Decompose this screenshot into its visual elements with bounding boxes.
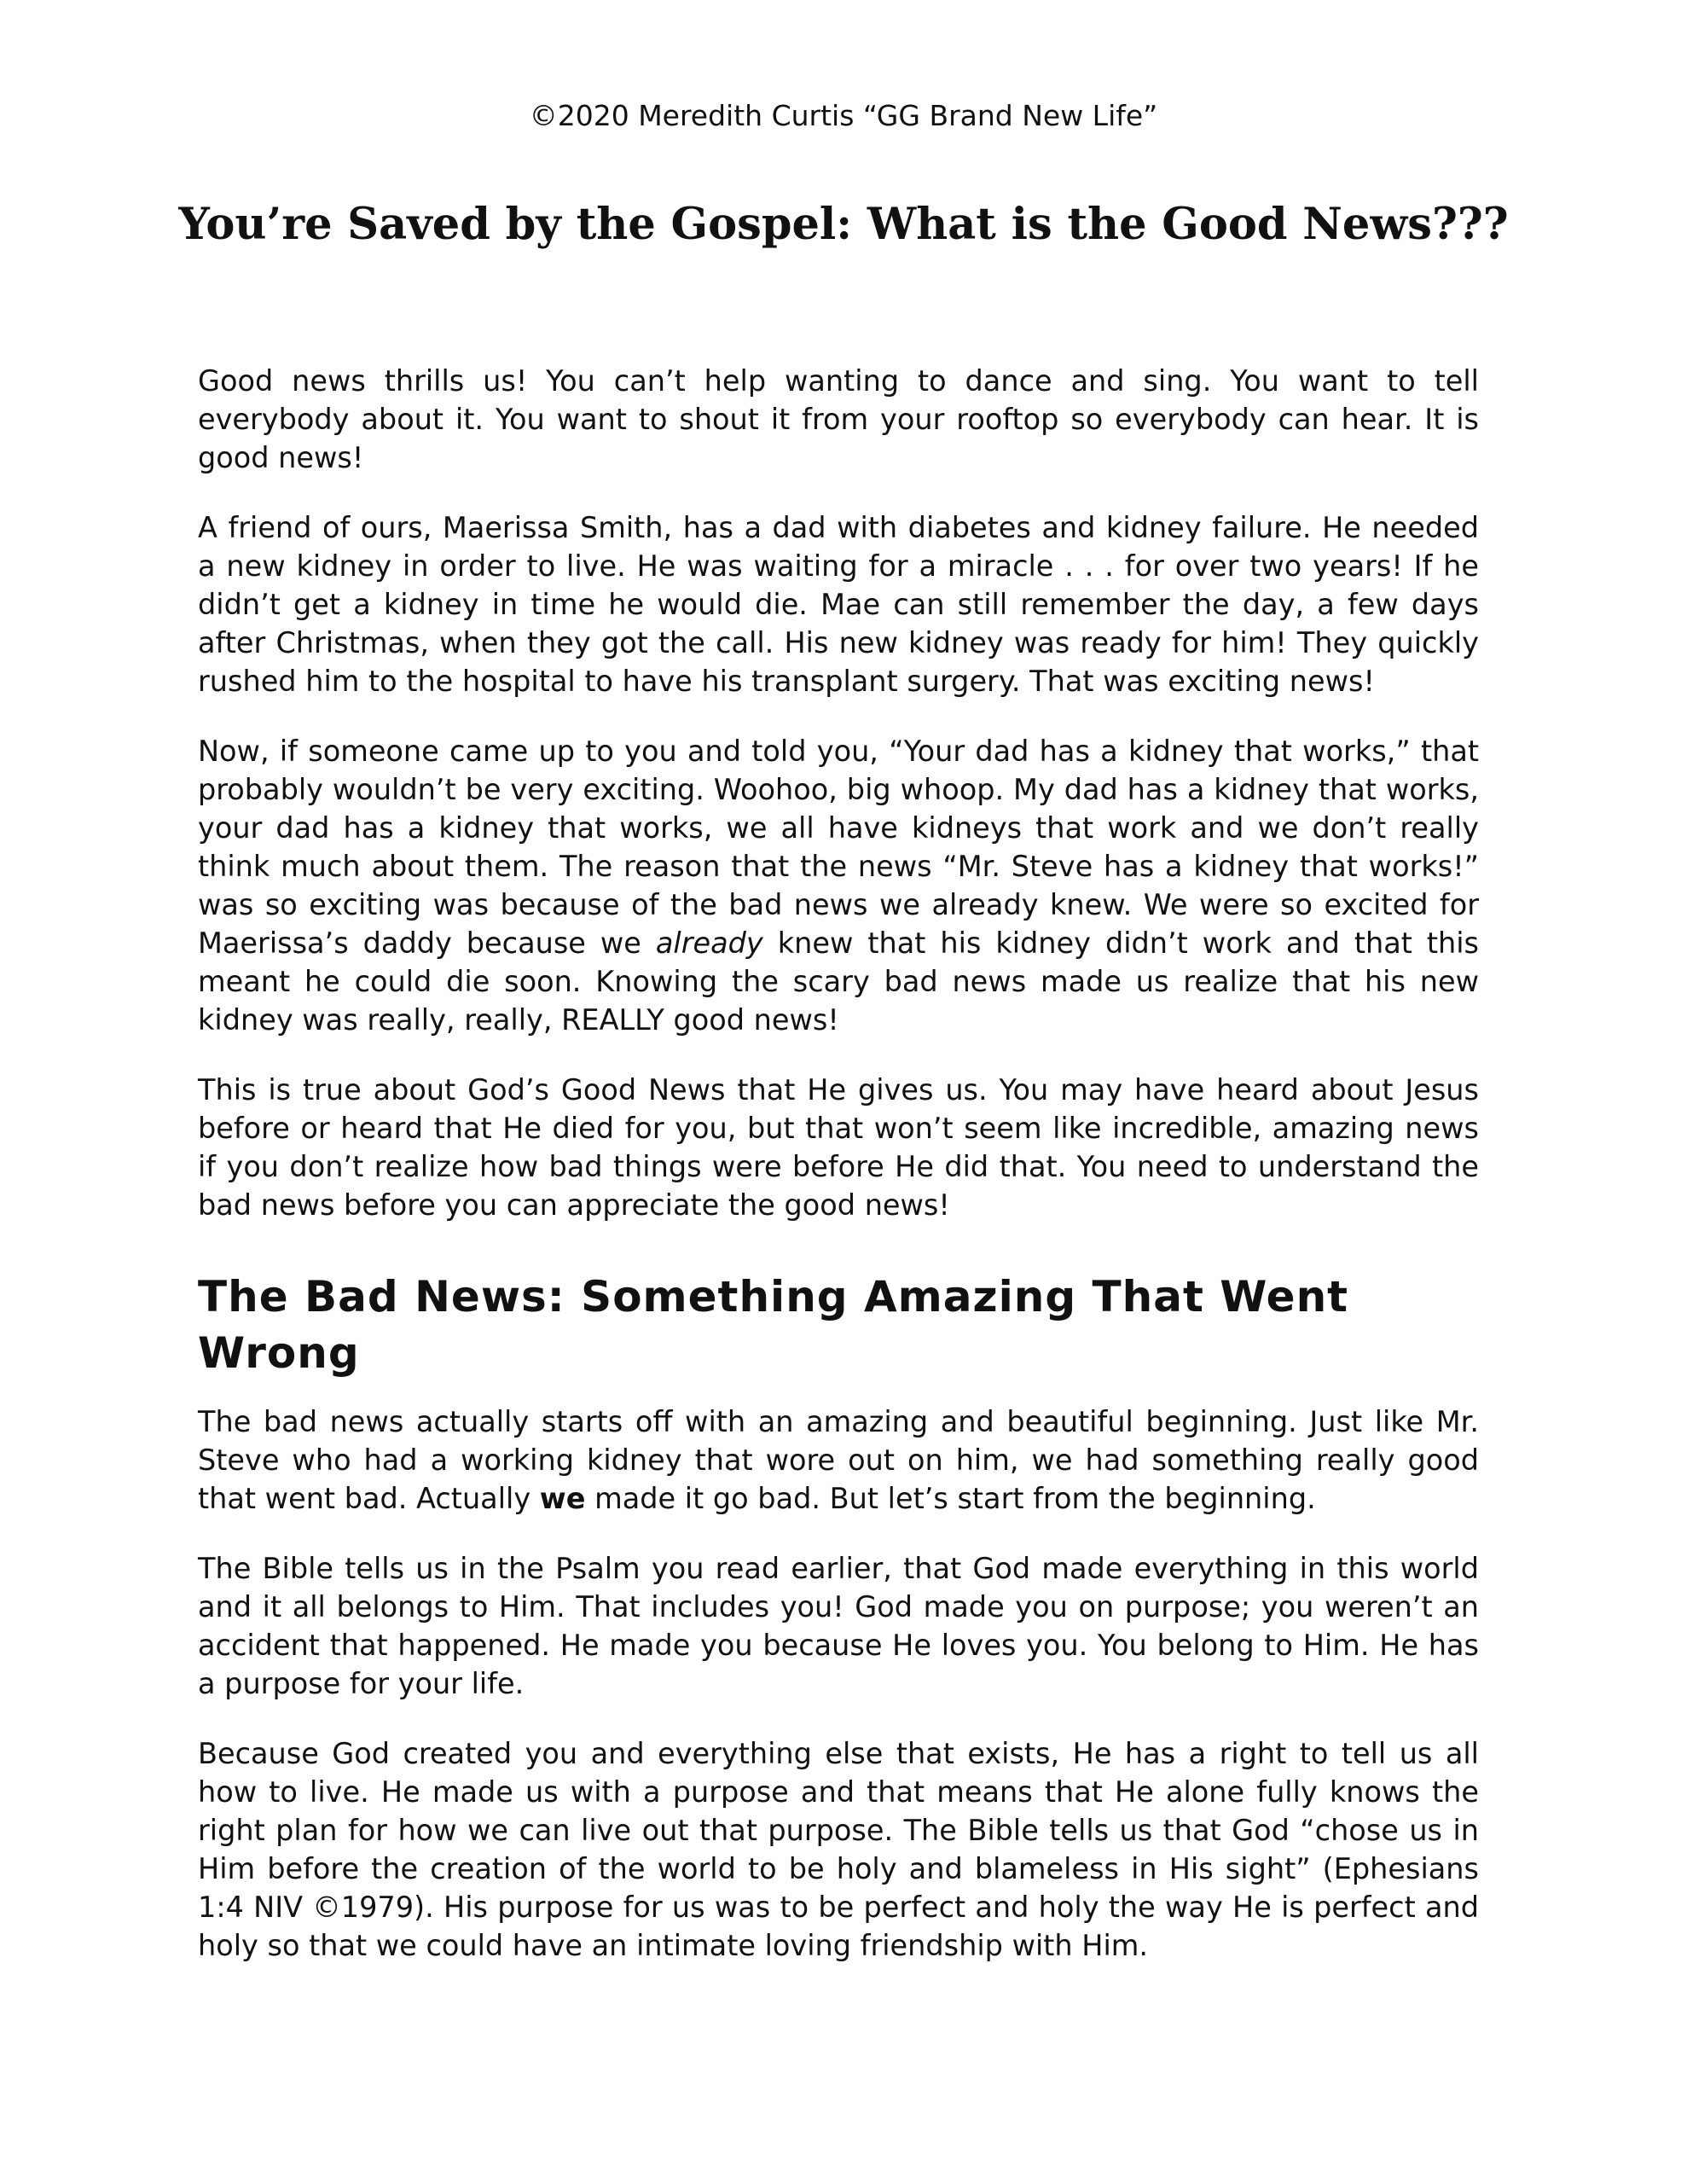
paragraph-maerissa-story: A friend of ours, Maerissa Smith, has a dad with diabetes and kidney failure. He needed a new kidney in order to live. He was waiting for a miracle . . . for over two years! If he didn’t get a kidney in time he would die. Mae can still remember the day, a few days after Christmas, when they got the call. His new kidney was ready for him! They quickly rushed him to the hospital to have his transplant surgery. That was exciting news! — [198, 511, 1479, 698]
bold-emphasis: we — [539, 1482, 586, 1515]
paragraph-good-news-thrills: Good news thrills us! You can’t help wanting to dance and sing. You want to tell everybody about it. You want to shout it from your rooftop so everybody can hear. It is good news! — [198, 364, 1479, 474]
paragraph-gods-purpose: Because God created you and everything else that exists, He has a right to tell us all how to live. He made us with a purpose and that means that He alone fully knows the right plan for how we can live out that purpose. The Bible tells us that God “chose us in Him before the creation of the world to be holy and blameless in His sight” (Ephesians 1:4 NIV ©1979). His purpose for us was to be perfect and holy the way He is perfect and holy so that we could have an intimate loving friendship with Him. — [198, 1737, 1479, 1962]
italic-emphasis: already — [655, 926, 763, 960]
paragraph-text-end: made it go bad. But let’s start from the beginning. — [585, 1482, 1316, 1515]
paragraph-text-start: Now, if someone came up to you and told you, “Your dad has a kidney that works,” that probably wouldn’t be very exciting. Woohoo, big whoop. My dad has a kidney that works, your dad has a kidney that works, we all have kidneys that work and we don’t really think much about them. The reason that the news “Mr. Steve has a kidney that works!” was so exciting was because of the bad news we already knew. We were so excited for Maerissa’s daddy because we — [198, 735, 1479, 960]
paragraph-kidney-that-works — [198, 732, 1479, 1039]
copyright-header: ©2020 Meredith Curtis “GG Brand New Life” — [529, 99, 1158, 132]
body-content — [198, 362, 1479, 1996]
paragraph-god-made-everything: The Bible tells us in the Psalm you read earlier, that God made everything in this world and it all belongs to Him. That includes you! God made you on purpose; you weren’t an accident that happened. He made you because He loves you. You belong to Him. He has a purpose for your life. — [198, 1552, 1479, 1700]
paragraph-text-start: The bad news actually starts off with an amazing and beautiful beginning. Just like Mr. Steve who had a working kidney that wore out on him, we had something really good that went bad. Actually — [198, 1405, 1479, 1515]
paragraph-bad-news-beginning — [198, 1403, 1479, 1518]
section-heading: The Bad News: Something Amazing That Went Wrong — [198, 1272, 1349, 1378]
page-title: You’re Saved by the Gospel: What is the Good News??? — [178, 199, 1509, 250]
paragraph-gods-good-news: This is true about God’s Good News that He gives us. You may have heard about Jesus before or heard that He died for you, but that won’t seem like incredible, amazing news if you don’t realize how bad things were before He did that. You need to understand the bad news before you can appreciate the good news! — [198, 1073, 1479, 1222]
paragraph-text-end: knew that his kidney didn’t work and that this meant he could die soon. Knowing the scary bad news made us realize that his new kidney was really, really, REALLY good news! — [198, 926, 1480, 1037]
